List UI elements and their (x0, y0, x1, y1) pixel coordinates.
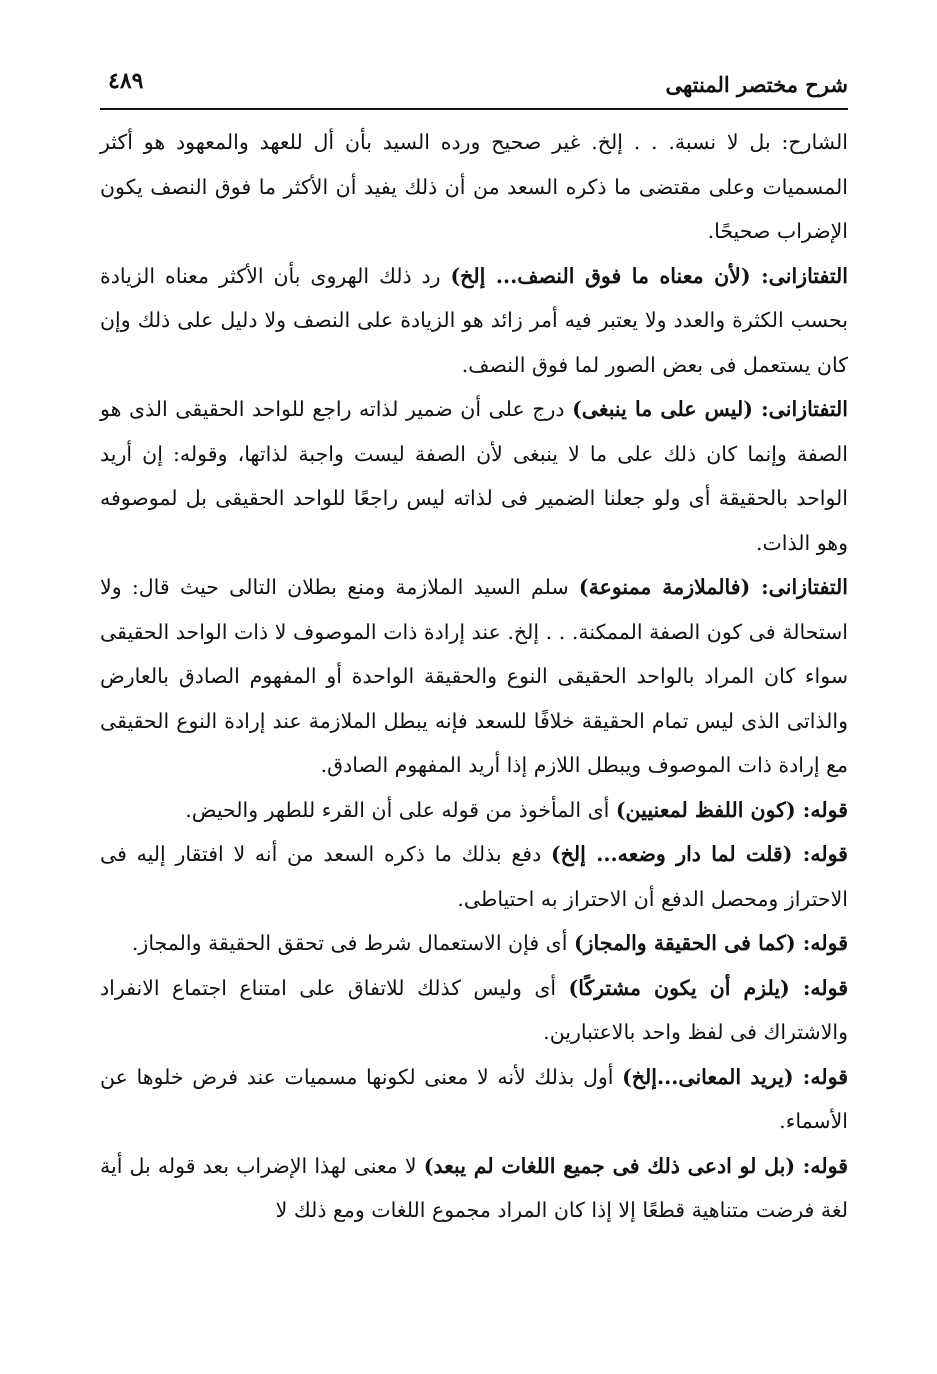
page-body (100, 120, 848, 1233)
paragraph-quote: (فالملازمة ممنوعة) (578, 575, 751, 599)
paragraph-quote: (ليس على ما ينبغى) (572, 397, 753, 421)
paragraph-quote: (كون اللفظ لمعنيين) (615, 797, 796, 822)
paragraph (100, 1144, 848, 1233)
paragraph-text: أى المأخوذ من قوله على أن القرء للطهر والحيض. (185, 797, 616, 822)
paragraph-quote: (يلزم أن يكون مشتركًا) (568, 975, 790, 1000)
paragraph-lead: التفتازانى: (752, 397, 848, 421)
paragraph-quote: (لأن معناه ما فوق النصف... إلخ) (450, 263, 751, 288)
header-rule (100, 108, 848, 110)
paragraph-text: أول بذلك لأنه لا معنى لكونها مسميات عند فرض خلوها عن الأسماء. (100, 1064, 848, 1133)
paragraph-text: لا معنى لهذا الإضراب بعد قوله بل أية لغة فرضت متناهية قطعًا إلا إذا كان المراد مجموع اللغات ومع ذلك لا (100, 1153, 848, 1222)
paragraph-text: درج على أن ضمير لذاته راجع للواحد الحقيقى الذى هو الصفة وإنما كان ذلك على ما لا ينبغى لأن الصفة ليست واجبة لذاتها، وقوله: إن أريد الواحد بالحقيقة أى ولو جعلنا الضمير فى لذاته ليس راجعًا للواحد الحقيقى بل لموصوفه وهو الذات. (100, 397, 848, 555)
paragraph-text: الشارح: بل لا نسبة. . . إلخ. غير صحيح ورده السيد بأن أل للعهد والمعهود هو أكثر المسميات وعلى مقتضى ما ذكره السعد من أن ذلك يفيد أن الأكثر ما فوق النصف يكون الإضراب صحيحًا. (100, 130, 848, 243)
paragraph-lead: قوله: (793, 1064, 848, 1089)
paragraph-lead: قوله: (795, 797, 848, 822)
paragraph (100, 832, 848, 921)
paragraph-text: أى وليس كذلك للاتفاق على امتناع اجتماع الانفراد والاشتراك فى لفظ واحد بالاعتبارين. (100, 975, 848, 1044)
paragraph (100, 921, 848, 966)
paragraph-lead: قوله: (792, 842, 848, 866)
paragraph-text: أى فإن الاستعمال شرط فى تحقق الحقيقة والمجاز. (131, 931, 574, 955)
running-title: شرح مختصر المنتهى (665, 72, 848, 97)
paragraph-text: رد ذلك الهروى بأن الأكثر معناه الزيادة بحسب الكثرة والعدد ولا يعتبر فيه أمر زائد هو الزيادة على النصف ولا دليل على ذلك وإن كان يستعمل فى بعض الصور لما فوق النصف. (100, 263, 848, 377)
page-header (100, 62, 848, 106)
paragraph-lead: قوله: (795, 931, 848, 955)
paragraph-lead: قوله: (789, 975, 849, 1000)
paragraph-lead: التفتازانى: (750, 575, 848, 599)
paragraph-quote: (قلت لما دار وضعه... إلخ) (550, 842, 793, 866)
paragraph-quote: (يريد المعانى...إلخ) (622, 1064, 794, 1089)
paragraph (100, 120, 848, 254)
paragraph-quote: (كما فى الحقيقة والمجاز) (573, 931, 796, 955)
paragraph-lead: التفتازانى: (750, 263, 848, 288)
paragraph (100, 1055, 848, 1144)
paragraph (100, 254, 848, 388)
paragraph (100, 387, 848, 565)
paragraph-text: دفع بذلك ما ذكره السعد من أنه لا افتقار إليه فى الاحتراز ومحصل الدفع أن الاحتراز به احتياطى. (100, 842, 848, 911)
paragraph-lead: قوله: (795, 1153, 848, 1178)
paragraph (100, 788, 848, 833)
paragraph-quote: (بل لو ادعى ذلك فى جميع اللغات لم يبعد) (423, 1153, 796, 1178)
page-number: ٤٨٩ (108, 68, 144, 94)
paragraph (100, 966, 848, 1055)
paragraph (100, 565, 848, 788)
paragraph-text: سلم السيد الملازمة ومنع بطلان التالى حيث قال: ولا استحالة فى كون الصفة الممكنة. . . إلخ. عند إرادة ذات الموصوف لا ذات الواحد الحقيقى سواء كان المراد بالواحد الحقيقى النوع والحقيقة الواحدة أو المفهوم الصادق بالعارض والذاتى الذى ليس تمام الحقيقة خلافًا للسعد فإنه يبطل الملازمة عند إرادة النوع الحقيقى مع إرادة ذات الموصوف ويبطل اللازم إذا أريد المفهوم الصادق. (100, 575, 848, 777)
